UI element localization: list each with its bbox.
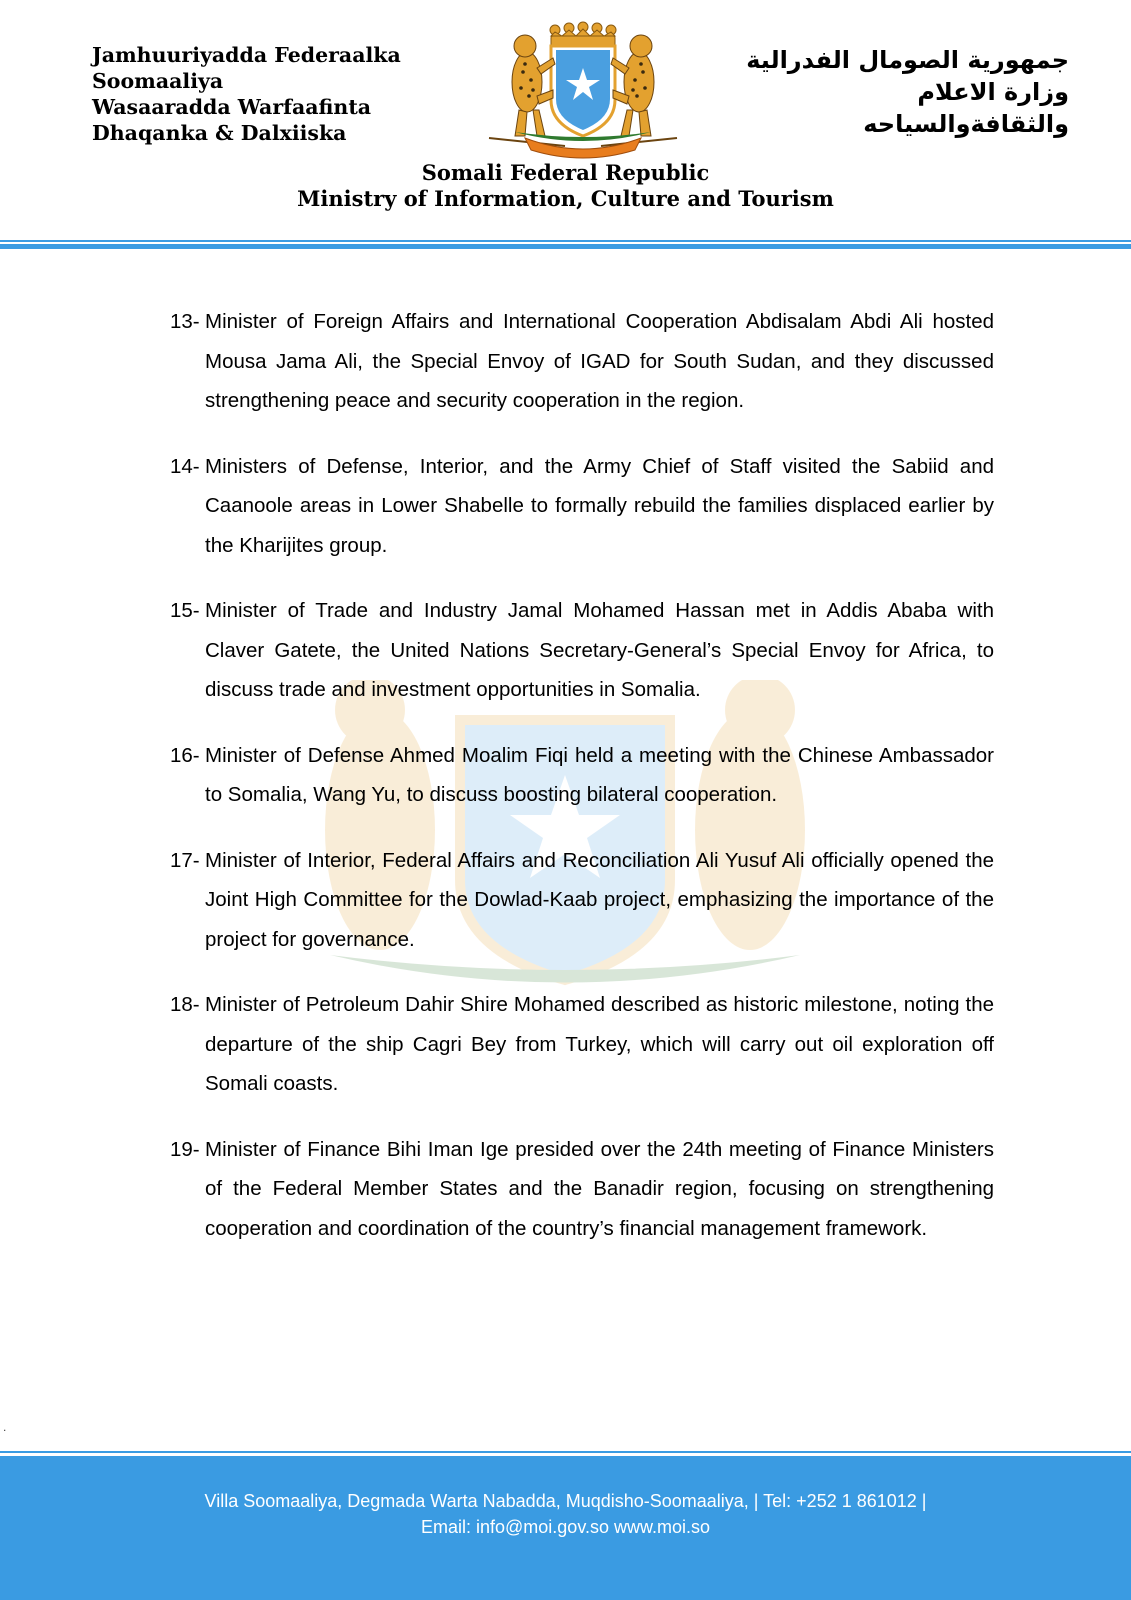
list-item (170, 736, 994, 815)
header-right-line: وزارة الاعلام (917, 78, 1069, 106)
header-right-line: والثقافةوالسياحه (863, 110, 1069, 138)
item-text: Minister of Finance Bihi Iman Ige presided over the 24th meeting of Finance Ministers of the Federal Member States and the Banadir region, focusing on strengthening cooperation and coordination of the country’s financial management framework. (205, 1137, 994, 1240)
republic-title: Somali Federal Republic (421, 160, 710, 185)
item-text: Minister of Foreign Affairs and International Cooperation Abdisalam Abdi Ali hosted Mousa Jama Ali, the Special Envoy of IGAD for South Sudan, and they discussed strengthening peace and security cooperation in the region. (205, 310, 994, 412)
item-text: Minister of Interior, Federal Affairs and Reconciliation Ali Yusuf Ali officially opened the Joint High Committee for the Dowlad-Kaab project, emphasizing the importance of the project for governance. (205, 848, 994, 951)
list-item (170, 447, 994, 566)
footer-divider (0, 1451, 1131, 1453)
news-items-list (170, 302, 994, 1274)
item-number: 19- (170, 1137, 200, 1161)
header-left-line: Jamhuuriyadda Federaalka (92, 43, 401, 67)
header-left-line: Soomaaliya (92, 69, 224, 93)
coat-of-arms-emblem (485, 20, 681, 160)
item-number: 16- (170, 743, 200, 767)
footer-address: Villa Soomaaliya, Degmada Warta Nabadda, Muqdisho-Soomaaliya, | Tel: +252 1 861012 | (204, 1491, 927, 1511)
ministry-title: Ministry of Information, Culture and Tourism (297, 186, 834, 211)
header-left-line: Dhaqanka & Dalxiiska (92, 121, 347, 145)
list-item (170, 841, 994, 960)
footer (0, 1456, 1131, 1600)
header-right-line: جمهورية الصومال الفدرالية (746, 46, 1069, 74)
list-item (170, 302, 994, 421)
item-text: Minister of Trade and Industry Jamal Mohamed Hassan met in Addis Ababa with Claver Gatete, the United Nations Secretary-General’s Special Envoy for Africa, to discuss trade and investment opportunities in Somalia. (205, 599, 994, 701)
header-arabic-ministry-name (746, 44, 1069, 140)
header-left-line: Wasaaradda Warfaafinta (92, 95, 372, 119)
header-english-title (0, 160, 1131, 212)
item-number: 18- (170, 993, 200, 1016)
footer-contact: Email: info@moi.gov.so www.moi.so (420, 1517, 711, 1537)
item-text: Minister of Defense Ahmed Moalim Fiqi held a meeting with the Chinese Ambassador to Somalia, Wang Yu, to discuss boosting bilateral cooperation. (205, 743, 994, 806)
item-text: Ministers of Defense, Interior, and the Army Chief of Staff visited the Sabiid and Caanoole areas in Lower Shabelle to formally rebuild the families displaced earlier by the Kharijites group. (205, 454, 994, 557)
item-number: 13- (170, 310, 200, 333)
item-text: Minister of Petroleum Dahir Shire Mohamed described as historic milestone, noting the departure of the ship Cagri Bey from Turkey, which will carry out oil exploration off Somali coasts. (205, 993, 994, 1095)
item-number: 17- (170, 848, 200, 872)
header-somali-ministry-name (92, 42, 401, 146)
list-item (170, 1130, 994, 1249)
list-item (170, 985, 994, 1104)
item-number: 15- (170, 599, 200, 622)
header-divider (0, 240, 1131, 249)
list-item (170, 591, 994, 710)
stray-mark: . (3, 1420, 7, 1434)
item-number: 14- (170, 454, 200, 478)
